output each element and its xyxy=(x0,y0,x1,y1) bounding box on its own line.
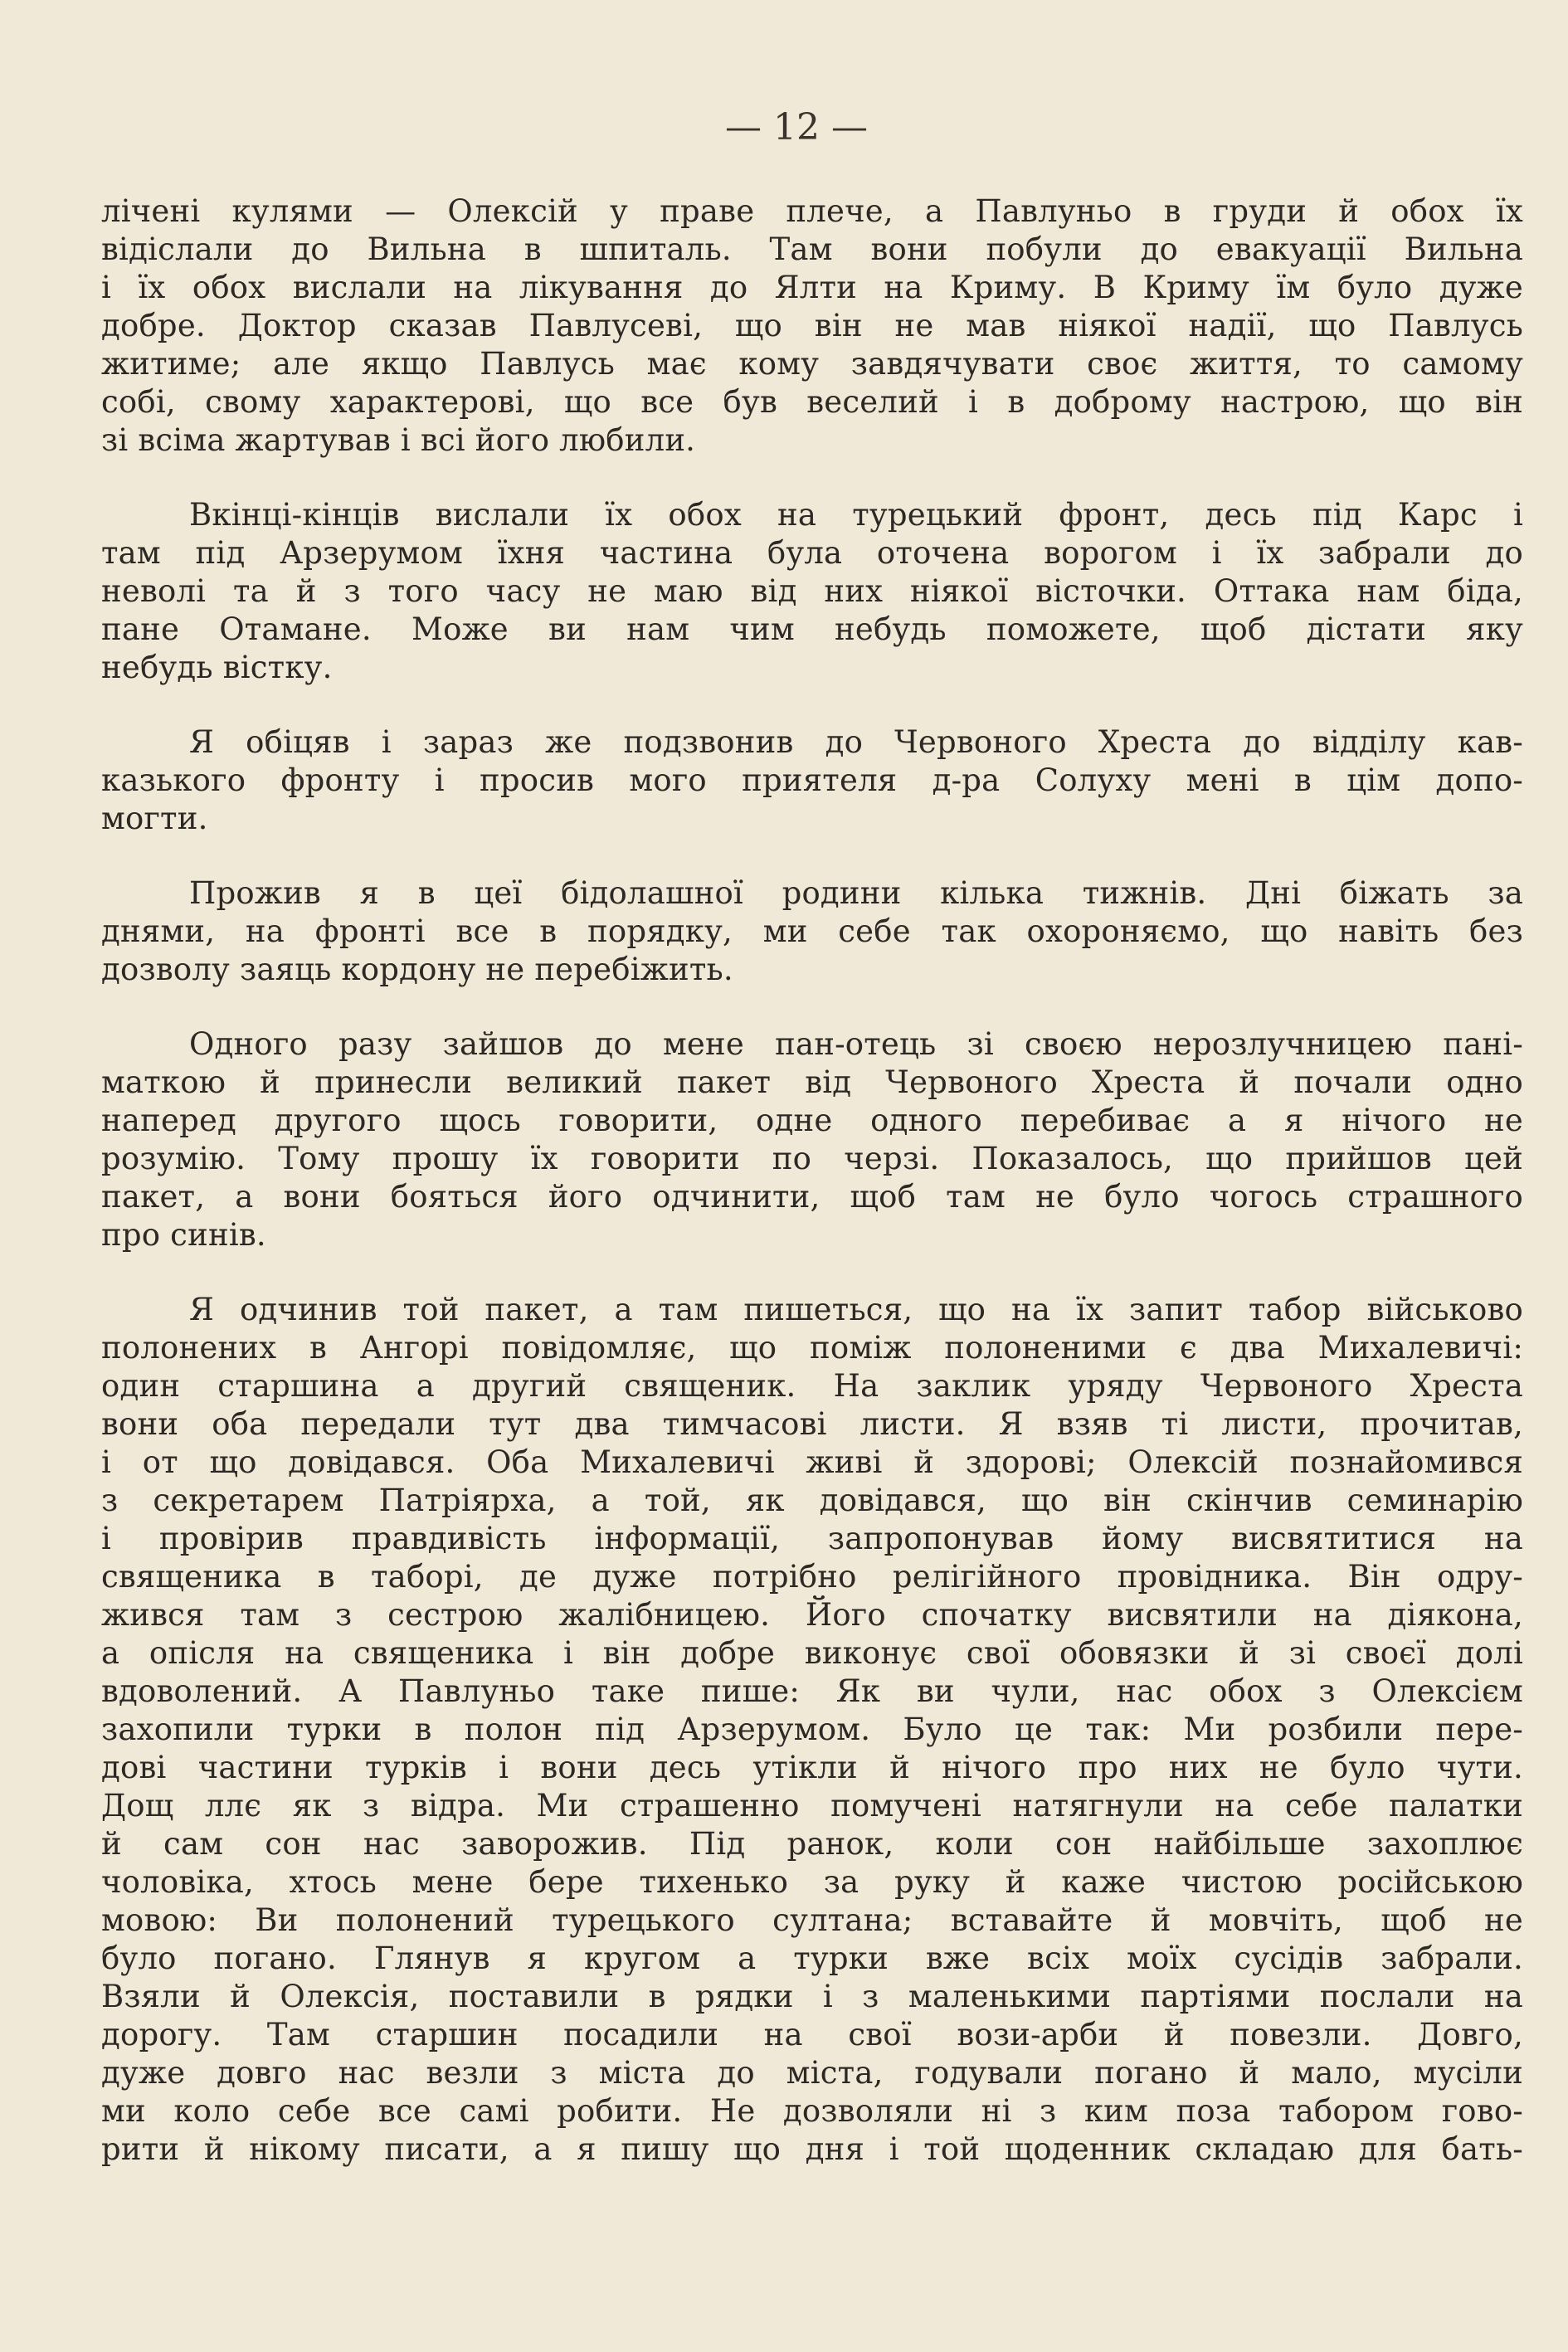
text-line: один старшина а другий священик. На заклик уряду Червоного Хреста xyxy=(101,1368,1523,1404)
page-number: — 12 — xyxy=(725,106,868,149)
text-line: полонених в Ангорі повідомляє, що поміж полоненими є два Михалевичі: xyxy=(101,1330,1523,1366)
text-line: Дощ ллє як з відра. Ми страшенно помучені натягнули на себе палатки xyxy=(101,1788,1523,1824)
text-line: там під Арзерумом їхня частина була оточена ворогом і їх забрали до xyxy=(101,535,1523,571)
text-line: вдоволений. А Павлуньо таке пише: Як ви чули, нас обох з Олексієм xyxy=(101,1673,1523,1709)
text-line: про синів. xyxy=(101,1217,266,1253)
text-line: жився там з сестрою жалібницею. Його спочатку висвятили на діякона, xyxy=(101,1597,1523,1633)
paragraph xyxy=(101,496,1523,687)
text-line: чоловіка, хтось мене бере тихенько за руку й каже чистою російською xyxy=(101,1864,1523,1900)
text-line: Одного разу зайшов до мене пан-отець зі своєю нерозлучницею пані- xyxy=(189,1026,1523,1062)
text-line: собі, свому характерові, що все був веселий і в доброму настрою, що він xyxy=(101,384,1523,420)
text-line: Я обіцяв і зараз же подзвонив до Червоного Хреста до відділу кав- xyxy=(189,724,1523,760)
paragraph xyxy=(101,192,1523,460)
text-line: і їх обох вислали на лікування до Ялти на Криму. В Криму їм було дуже xyxy=(101,270,1523,305)
text-line: і от що довідався. Оба Михалевичі живі й здорові; Олексій познайомився xyxy=(101,1444,1523,1480)
text-line: пане Отамане. Може ви нам чим небудь поможете, щоб дістати яку xyxy=(101,611,1523,647)
text-line: і провірив правдивість інформації, запропонував йому висвятитися на xyxy=(101,1521,1523,1556)
text-line: пакет, а вони бояться його одчинити, щоб там не було чогось страшного xyxy=(101,1179,1523,1215)
text-line: добре. Доктор сказав Павлусеві, що він не мав ніякої надії, що Павлусь xyxy=(101,308,1523,343)
text-line: Вкінці-кінців вислали їх обох на турецький фронт, десь під Карс і xyxy=(189,497,1523,533)
text-line: мовою: Ви полонений турецького султана; вставайте й мовчіть, щоб не xyxy=(101,1902,1523,1938)
text-line: житиме; але якщо Павлусь має кому завдячувати своє життя, то самому xyxy=(101,346,1523,382)
text-line: захопили турки в полон під Арзерумом. Було це так: Ми розбили пере- xyxy=(101,1712,1523,1747)
text-line: й сам сон нас заворожив. Під ранок, коли сон найбільше захоплює xyxy=(101,1826,1523,1862)
text-line: Прожив я в цеї бідолашної родини кілька тижнів. Дні біжать за xyxy=(189,875,1523,911)
text-line: днями, на фронті все в порядку, ми себе так охороняємо, що навіть без xyxy=(101,913,1523,949)
text-line: могти. xyxy=(101,801,208,836)
text-line: рити й нікому писати, а я пишу що дня і той щоденник складаю для бать- xyxy=(101,2131,1523,2167)
text-line: зі всіма жартував і всі його любили. xyxy=(101,422,696,458)
text-line: розумію. Тому прошу їх говорити по черзі. Показалось, що прийшов цей xyxy=(101,1141,1523,1176)
text-line: було погано. Глянув я кругом а турки вже всіх моїх сусідів забрали. xyxy=(101,1941,1523,1976)
text-line: ми коло себе все самі робити. Не дозволяли ні з ким поза табором гово- xyxy=(101,2093,1523,2129)
text-line: священика в таборі, де дуже потрібно релігійного провідника. Він одру- xyxy=(101,1559,1523,1595)
text-line: з секретарем Патріярха, а той, як довідався, що він скінчив семинарію xyxy=(101,1483,1523,1518)
paragraph xyxy=(101,1291,1523,2169)
text-line: відіслали до Вильна в шпиталь. Там вони побули до евакуації Вильна xyxy=(101,231,1523,267)
text-line: наперед другого щось говорити, одне одного перебиває а я нічого не xyxy=(101,1103,1523,1138)
text-line: небудь вістку. xyxy=(101,650,333,685)
text-line: маткою й принесли великий пакет від Червоного Хреста й почали одно xyxy=(101,1064,1523,1100)
text-line: а опісля на священика і він добре виконує свої обовязки й зі своєї долі xyxy=(101,1635,1523,1671)
text-line: Взяли й Олексія, поставили в рядки і з маленькими партіями послали на xyxy=(101,1979,1523,2014)
text-line: вони оба передали тут два тимчасові листи. Я взяв ті листи, прочитав, xyxy=(101,1406,1523,1442)
text-line: Я одчинив той пакет, а там пишеться, що на їх запит табор військово xyxy=(189,1292,1523,1327)
paragraph xyxy=(101,1025,1523,1254)
paragraph xyxy=(101,723,1523,838)
text-line: лічені кулями — Олексій у праве плече, а Павлуньо в груди й обох їх xyxy=(101,193,1523,229)
body-text xyxy=(101,192,1523,2169)
text-line: казького фронту і просив мого приятеля д-ра Солуху мені в цім допо- xyxy=(101,762,1523,798)
text-line: неволі та й з того часу не маю від них ніякої вісточки. Оттака нам біда, xyxy=(101,573,1523,609)
text-line: дорогу. Там старшин посадили на свої вози-арби й повезли. Довго, xyxy=(101,2017,1523,2053)
text-line: дозволу заяць кордону не перебіжить. xyxy=(101,952,733,987)
text-line: дові частини турків і вони десь утікли й нічого про них не було чути. xyxy=(101,1750,1523,1785)
paragraph xyxy=(101,874,1523,989)
text-line: дуже довго нас везли з міста до міста, годували погано й мало, мусіли xyxy=(101,2055,1523,2091)
